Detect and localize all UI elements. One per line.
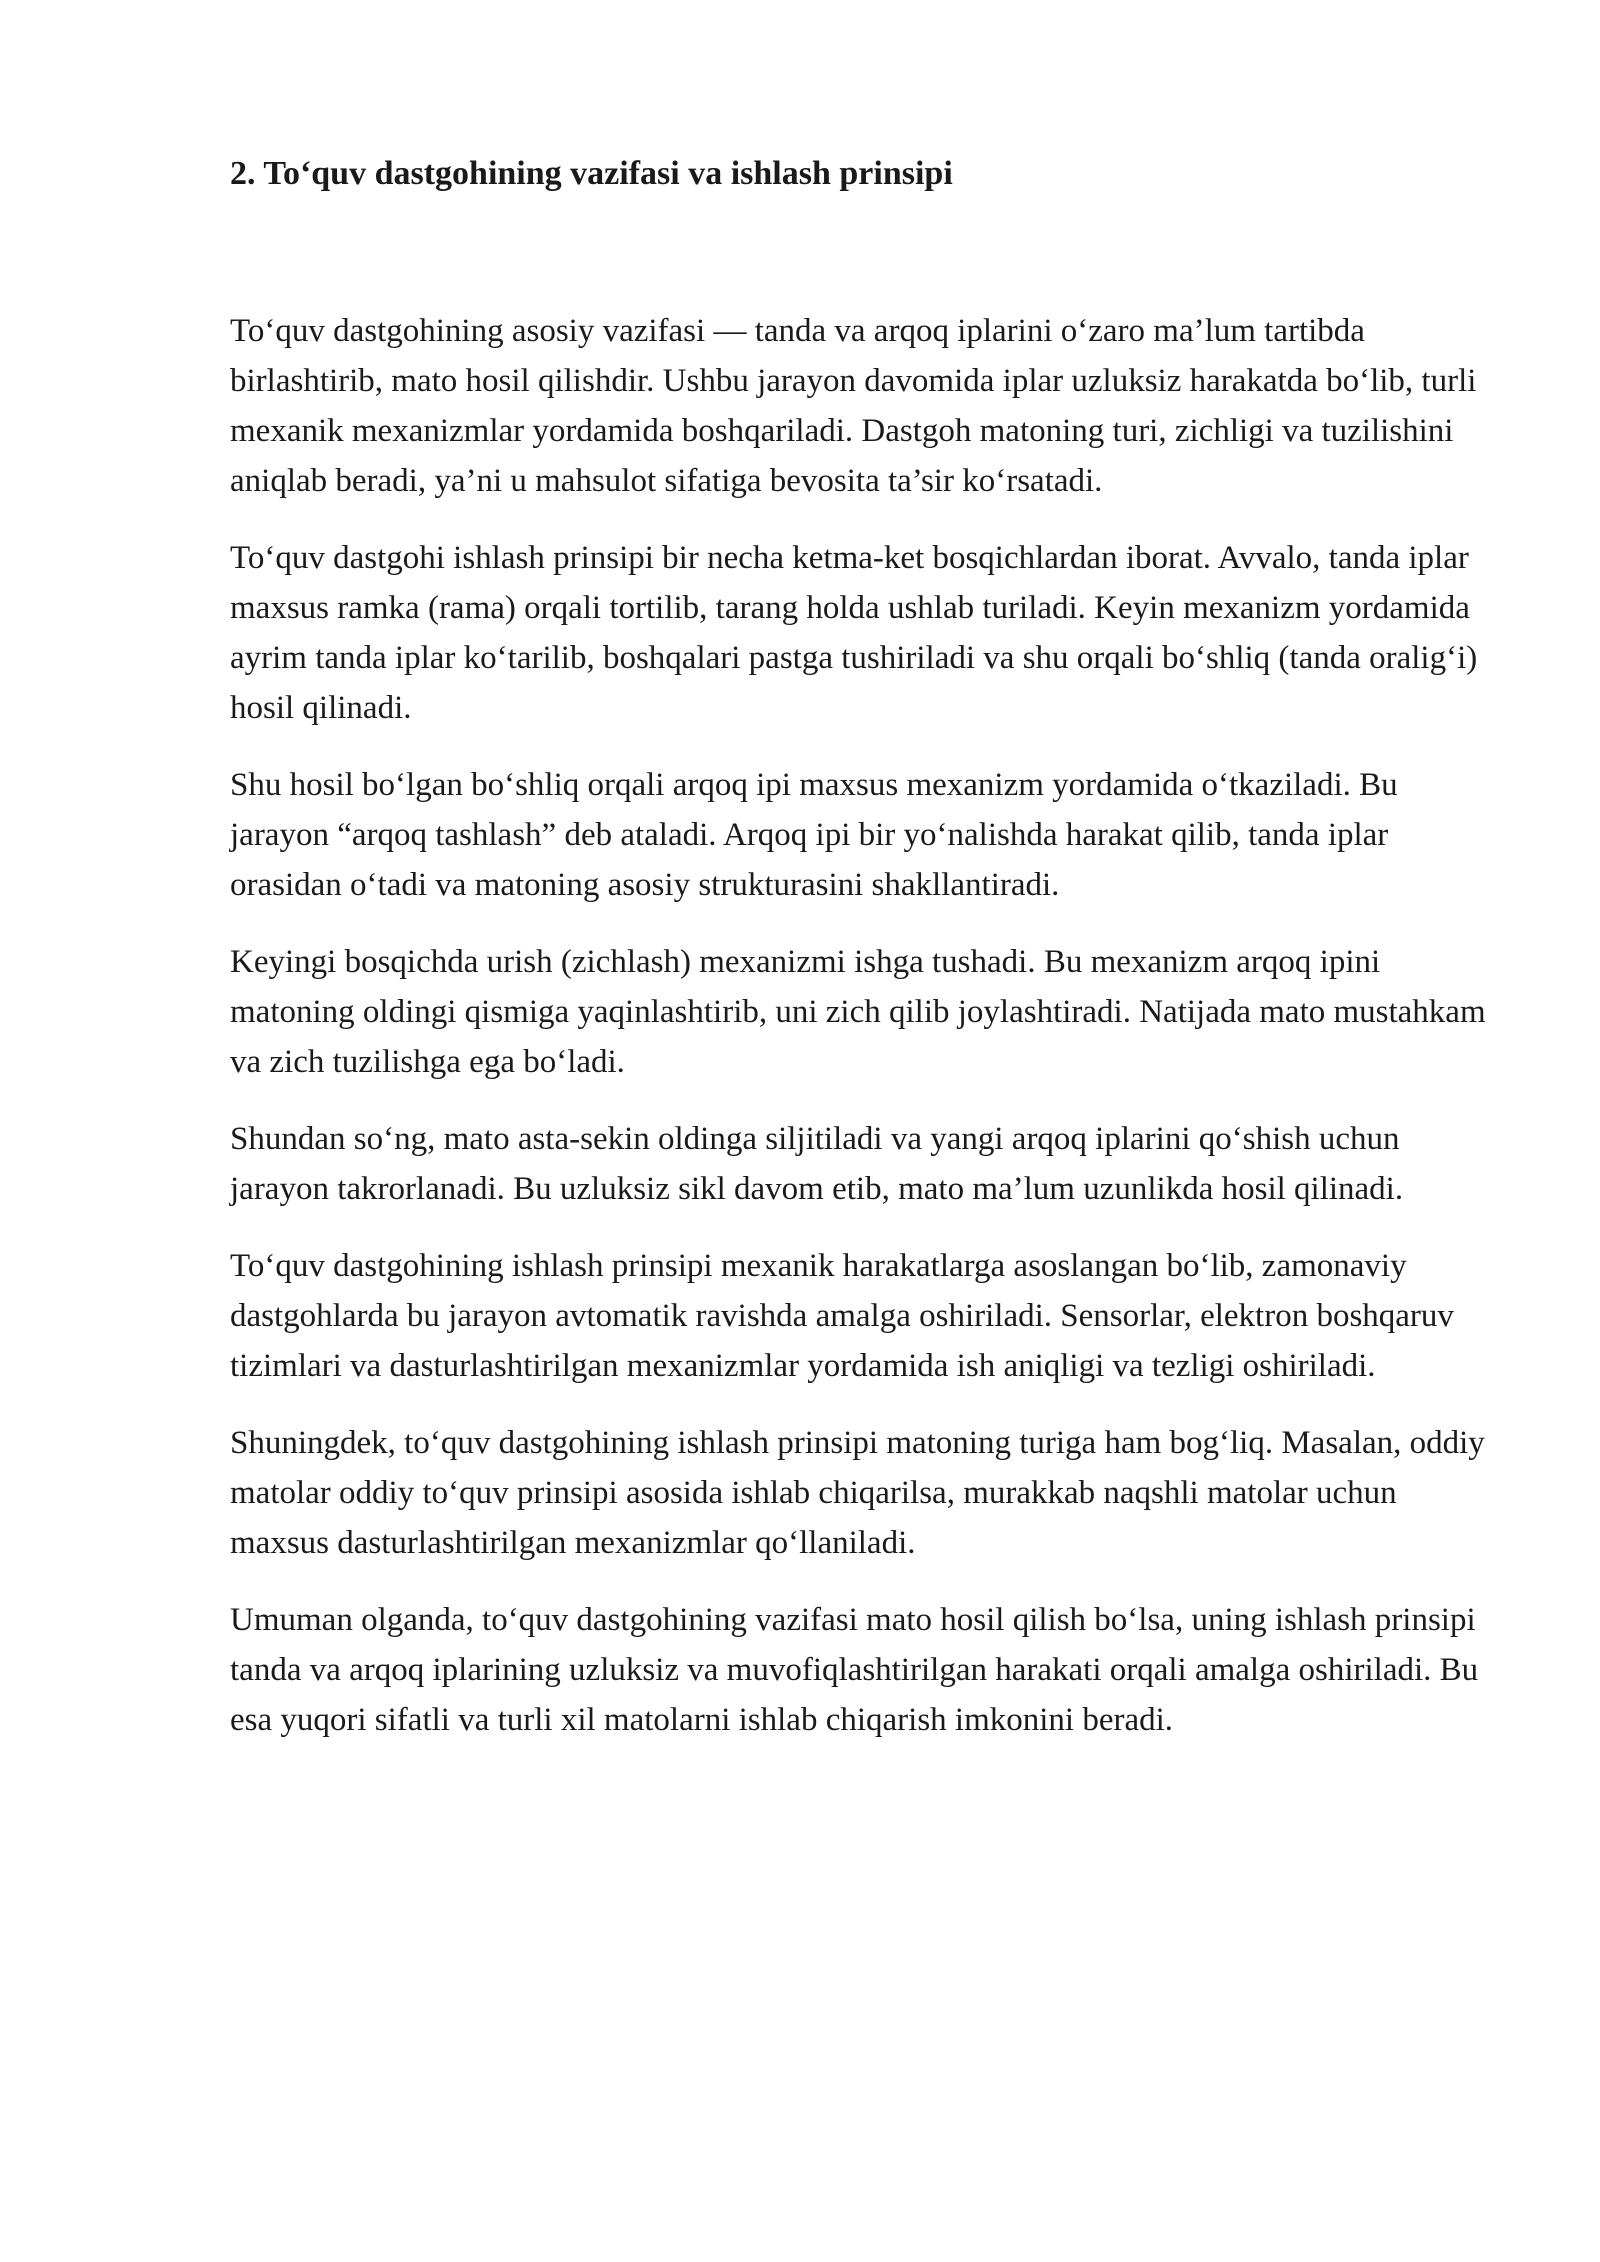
paragraph-7: Shuningdek, to‘quv dastgohining ishlash prinsipi matoning turiga ham bog‘liq. Masalan, oddiy matolar oddiy to‘quv prinsipi asosida ishlab chiqarilsa, murakkab naqshli matolar uchun maxsus dasturlashtirilgan mexanizmlar qo‘llaniladi. bbox=[230, 1425, 1485, 1561]
paragraph-1: To‘quv dastgohining asosiy vazifasi — tanda va arqoq iplarini o‘zaro ma’lum tartibda birlashtirib, mato hosil qilishdir. Ushbu jarayon davomida iplar uzluksiz harakatda bo‘lib, turli mexanik mexanizmlar yordamida boshqariladi. Dastgoh matoning turi, zichligi va tuzilishini aniqlab beradi, ya’ni u mahsulot sifatiga bevosita ta’sir ko‘rsatadi. bbox=[230, 313, 1477, 499]
paragraph-2: To‘quv dastgohi ishlash prinsipi bir necha ketma-ket bosqichlardan iborat. Avvalo, tanda iplar maxsus ramka (rama) orqali tortilib, tarang holda ushlab turiladi. Keyin mexanizm yordamida ayrim tanda iplar ko‘tarilib, boshqalari pastga tushiriladi va shu orqali bo‘shliq (tanda oralig‘i) hosil qilinadi. bbox=[230, 540, 1478, 726]
paragraph-8: Umuman olganda, to‘quv dastgohining vazifasi mato hosil qilish bo‘lsa, uning ishlash prinsipi tanda va arqoq iplarining uzluksiz va muvofiqlashtirilgan harakati orqali amalga oshiriladi. Bu esa yuqori sifatli va turli xil matolarni ishlab chiqarish imkonini beradi. bbox=[230, 1602, 1479, 1738]
document-page bbox=[230, 150, 1490, 1772]
paragraph-3: Shu hosil bo‘lgan bo‘shliq orqali arqoq ipi maxsus mexanizm yordamida o‘tkaziladi. Bu jarayon “arqoq tashlash” deb ataladi. Arqoq ipi bir yo‘nalishda harakat qilib, tanda iplar orasidan o‘tadi va matoning asosiy strukturasini shakllantiradi. bbox=[230, 767, 1398, 903]
section-heading: 2. To‘quv dastgohining vazifasi va ishlash prinsipi bbox=[230, 155, 953, 192]
paragraph-5: Shundan so‘ng, mato asta-sekin oldinga siljitiladi va yangi arqoq iplarini qo‘shish uchun jarayon takrorlanadi. Bu uzluksiz sikl davom etib, mato ma’lum uzunlikda hosil qilinadi. bbox=[230, 1121, 1404, 1207]
paragraph-6: To‘quv dastgohining ishlash prinsipi mexanik harakatlarga asoslangan bo‘lib, zamonaviy dastgohlarda bu jarayon avtomatik ravishda amalga oshiriladi. Sensorlar, elektron boshqaruv tizimlari va dasturlashtirilgan mexanizmlar yordamida ish aniqligi va tezligi oshiriladi. bbox=[230, 1248, 1454, 1384]
paragraph-4: Keyingi bosqichda urish (zichlash) mexanizmi ishga tushadi. Bu mexanizm arqoq ipini matoning oldingi qismiga yaqinlashtirib, uni zich qilib joylashtiradi. Natijada mato mustahkam va zich tuzilishga ega bo‘ladi. bbox=[230, 944, 1486, 1080]
